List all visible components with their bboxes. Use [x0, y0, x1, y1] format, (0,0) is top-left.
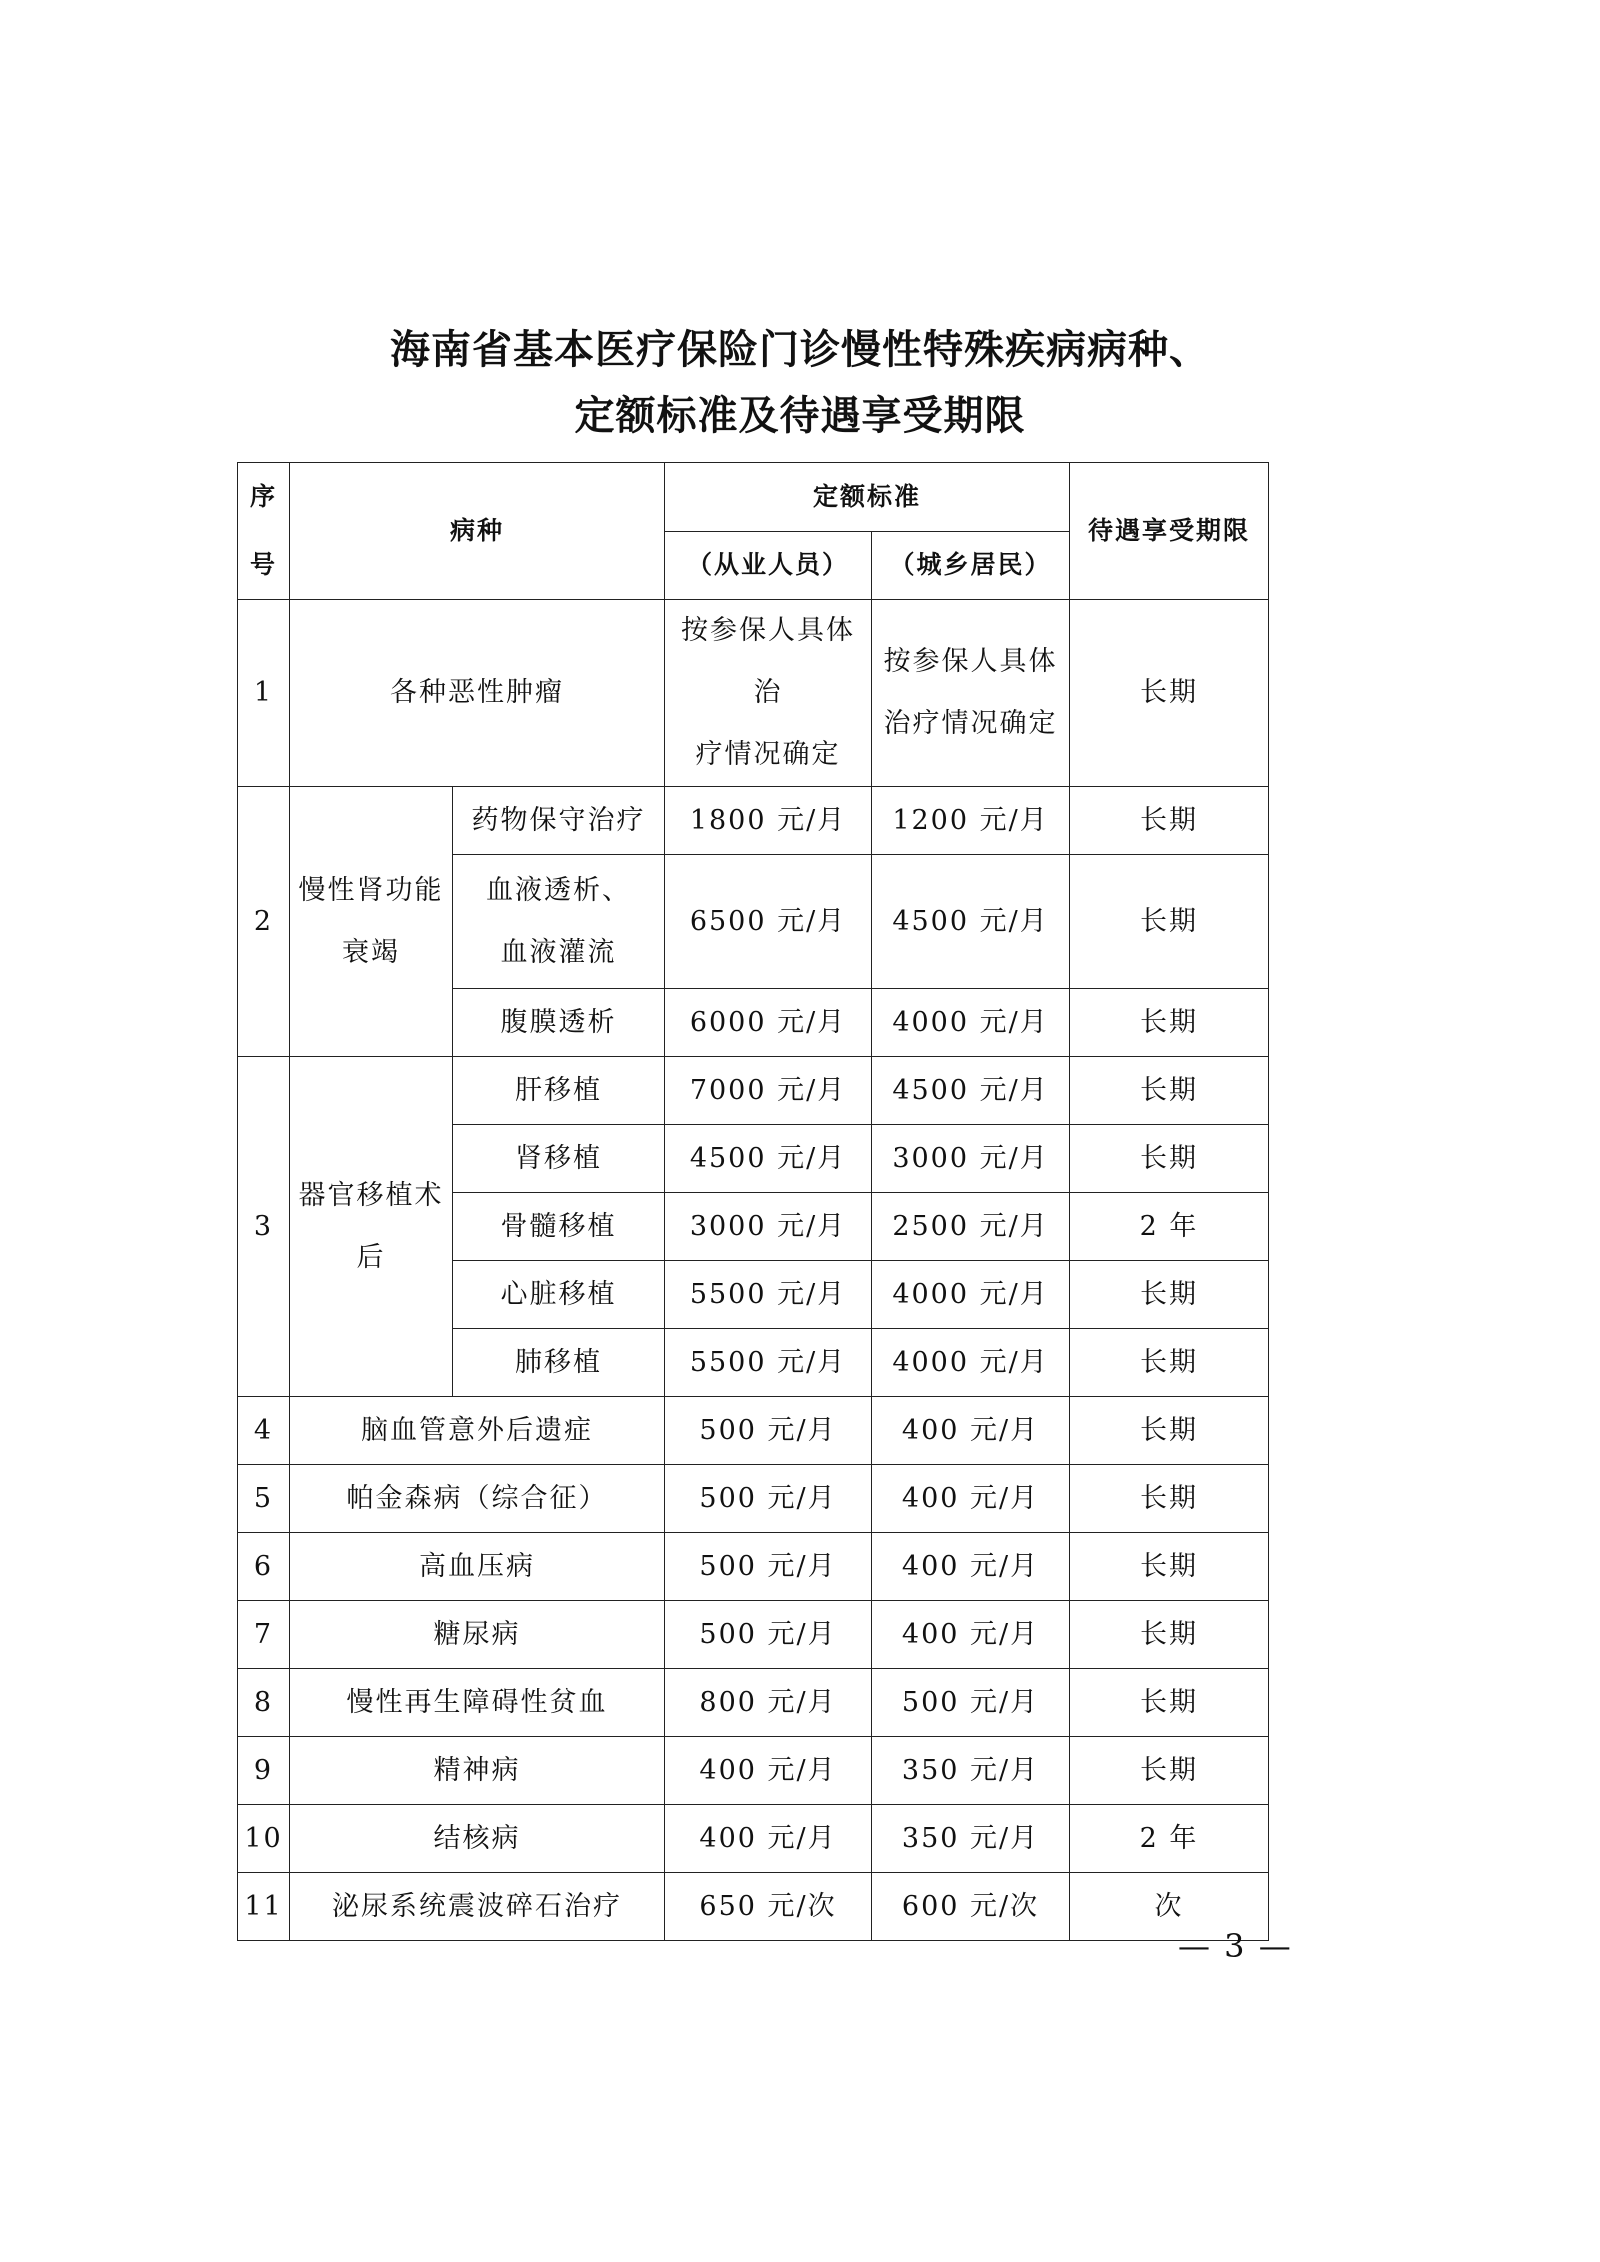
row-employee-quota: 1800 元/月	[665, 787, 872, 855]
row-period: 长期	[1070, 1125, 1269, 1193]
row-seq: 2	[238, 787, 290, 1057]
header-seq	[238, 463, 290, 600]
row-resident-quota: 400 元/月	[872, 1397, 1070, 1465]
row-period: 长期	[1070, 1465, 1269, 1533]
row-employee-quota-line-1: 按参保人具体治	[681, 615, 856, 708]
row-period: 长期	[1070, 1737, 1269, 1805]
row-seq: 6	[238, 1533, 290, 1601]
row-employee-quota: 6500 元/月	[665, 855, 872, 989]
table-row	[238, 1873, 1269, 1941]
row-subtype-line-1: 血液透析、	[486, 874, 631, 906]
table-row	[238, 787, 1269, 855]
row-disease-group-line-2: 衰竭	[342, 936, 400, 968]
document-title-line-2: 定额标准及待遇享受期限	[574, 392, 1026, 439]
row-period: 长期	[1070, 989, 1269, 1057]
row-disease: 结核病	[290, 1805, 665, 1873]
row-employee-quota: 500 元/月	[665, 1533, 872, 1601]
table-row	[238, 1737, 1269, 1805]
header-seq-char-1: 序	[249, 482, 277, 511]
page-number: — 3 —	[1178, 1927, 1293, 1965]
row-seq: 9	[238, 1737, 290, 1805]
document-title-line-1: 海南省基本医疗保险门诊慢性特殊疾病病种、	[390, 326, 1210, 373]
row-period: 长期	[1070, 600, 1269, 787]
row-seq: 5	[238, 1465, 290, 1533]
row-period: 长期	[1070, 1261, 1269, 1329]
row-employee-quota: 500 元/月	[665, 1465, 872, 1533]
row-period: 长期	[1070, 1533, 1269, 1601]
header-period: 待遇享受期限	[1070, 463, 1269, 600]
header-disease: 病种	[290, 463, 665, 600]
row-employee-quota: 400 元/月	[665, 1805, 872, 1873]
row-employee-quota: 4500 元/月	[665, 1125, 872, 1193]
table-row	[238, 1669, 1269, 1737]
row-disease: 慢性再生障碍性贫血	[290, 1669, 665, 1737]
header-employee: （从业人员）	[665, 531, 872, 600]
row-period: 长期	[1070, 855, 1269, 989]
row-period: 长期	[1070, 787, 1269, 855]
row-disease: 高血压病	[290, 1533, 665, 1601]
row-subtype	[453, 855, 665, 989]
row-period: 长期	[1070, 1669, 1269, 1737]
table-row	[238, 1805, 1269, 1873]
row-resident-quota: 4500 元/月	[872, 855, 1070, 989]
row-disease-group	[290, 787, 453, 1057]
row-subtype: 肝移植	[453, 1057, 665, 1125]
row-employee-quota: 5500 元/月	[665, 1261, 872, 1329]
table-row	[238, 1057, 1269, 1125]
row-disease: 帕金森病（综合征）	[290, 1465, 665, 1533]
row-disease-group-line-1: 器官移植术	[298, 1179, 444, 1211]
header-resident: （城乡居民）	[872, 531, 1070, 600]
row-resident-quota: 600 元/次	[872, 1873, 1070, 1941]
table-row	[238, 1465, 1269, 1533]
row-seq: 8	[238, 1669, 290, 1737]
row-seq: 4	[238, 1397, 290, 1465]
row-resident-quota-line-1: 按参保人具体	[883, 646, 1058, 677]
row-resident-quota: 4000 元/月	[872, 1261, 1070, 1329]
row-employee-quota: 5500 元/月	[665, 1329, 872, 1397]
row-disease-group	[290, 1057, 453, 1397]
row-employee-quota: 400 元/月	[665, 1737, 872, 1805]
row-period: 长期	[1070, 1329, 1269, 1397]
row-period: 长期	[1070, 1601, 1269, 1669]
table-row	[238, 1397, 1269, 1465]
row-seq: 1	[238, 600, 290, 787]
row-seq: 3	[238, 1057, 290, 1397]
row-resident-quota: 3000 元/月	[872, 1125, 1070, 1193]
table-row	[238, 600, 1269, 787]
row-period: 次	[1070, 1873, 1269, 1941]
row-period: 长期	[1070, 1057, 1269, 1125]
row-resident-quota	[872, 600, 1070, 787]
row-resident-quota: 4000 元/月	[872, 989, 1070, 1057]
row-disease: 各种恶性肿瘤	[290, 600, 665, 787]
row-subtype: 肾移植	[453, 1125, 665, 1193]
table-row	[238, 1601, 1269, 1669]
row-seq: 10	[238, 1805, 290, 1873]
row-subtype: 骨髓移植	[453, 1193, 665, 1261]
row-disease-group-line-1: 慢性肾功能	[298, 874, 444, 906]
row-subtype: 心脏移植	[453, 1261, 665, 1329]
row-resident-quota: 4500 元/月	[872, 1057, 1070, 1125]
row-employee-quota: 500 元/月	[665, 1397, 872, 1465]
row-disease-group-line-2: 后	[356, 1241, 386, 1273]
header-quota: 定额标准	[665, 463, 1070, 532]
row-period: 2 年	[1070, 1193, 1269, 1261]
row-seq: 7	[238, 1601, 290, 1669]
row-resident-quota-line-2: 治疗情况确定	[883, 708, 1058, 739]
row-subtype: 腹膜透析	[453, 989, 665, 1057]
row-subtype: 肺移植	[453, 1329, 665, 1397]
row-resident-quota: 2500 元/月	[872, 1193, 1070, 1261]
row-subtype-line-2: 血液灌流	[500, 936, 617, 968]
row-period: 长期	[1070, 1397, 1269, 1465]
table-header-row	[238, 463, 1269, 532]
row-employee-quota: 500 元/月	[665, 1601, 872, 1669]
row-employee-quota: 650 元/次	[665, 1873, 872, 1941]
row-resident-quota: 350 元/月	[872, 1805, 1070, 1873]
row-resident-quota: 400 元/月	[872, 1533, 1070, 1601]
row-disease: 精神病	[290, 1737, 665, 1805]
row-seq: 11	[238, 1873, 290, 1941]
row-employee-quota: 800 元/月	[665, 1669, 872, 1737]
header-seq-char-2: 号	[249, 550, 277, 579]
row-subtype: 药物保守治疗	[453, 787, 665, 855]
table-row	[238, 1533, 1269, 1601]
row-employee-quota: 6000 元/月	[665, 989, 872, 1057]
row-resident-quota: 500 元/月	[872, 1669, 1070, 1737]
row-disease: 泌尿系统震波碎石治疗	[290, 1873, 665, 1941]
disease-quota-table	[237, 462, 1269, 1941]
row-disease: 脑血管意外后遗症	[290, 1397, 665, 1465]
row-employee-quota-line-2: 疗情况确定	[695, 739, 841, 770]
row-employee-quota: 3000 元/月	[665, 1193, 872, 1261]
row-resident-quota: 1200 元/月	[872, 787, 1070, 855]
row-resident-quota: 400 元/月	[872, 1601, 1070, 1669]
row-resident-quota: 4000 元/月	[872, 1329, 1070, 1397]
row-resident-quota: 400 元/月	[872, 1465, 1070, 1533]
row-employee-quota	[665, 600, 872, 787]
row-disease: 糖尿病	[290, 1601, 665, 1669]
row-employee-quota: 7000 元/月	[665, 1057, 872, 1125]
row-resident-quota: 350 元/月	[872, 1737, 1070, 1805]
row-period: 2 年	[1070, 1805, 1269, 1873]
